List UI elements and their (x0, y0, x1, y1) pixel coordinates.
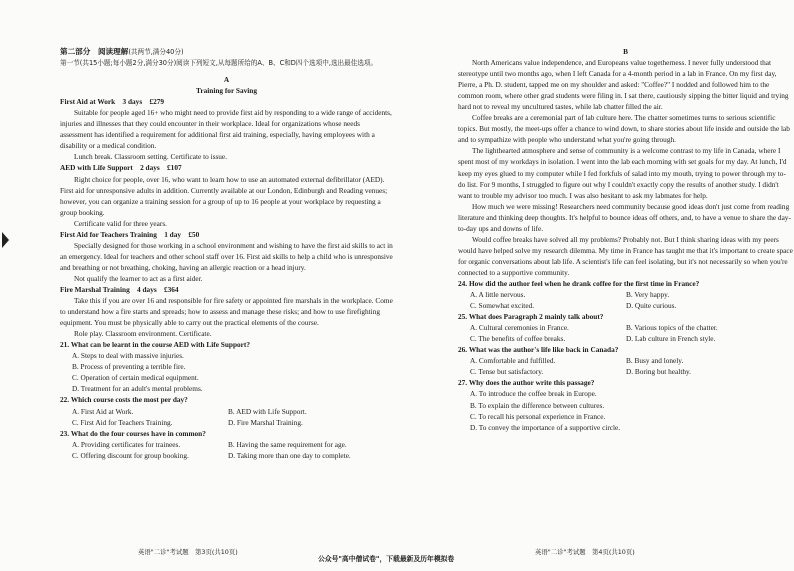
page-footer-left: 英语"二诊"考试题 第3页(共10页) (138, 548, 238, 556)
passage-b-text (458, 57, 793, 278)
passage-a-label: A (223, 75, 230, 85)
course-header: Fire Marshal Training 4 days £364 (60, 284, 179, 294)
option: C. The benefits of coffee breaks. (470, 334, 566, 344)
course-list (60, 96, 393, 339)
option-row (458, 289, 793, 300)
question-list-right (458, 278, 793, 433)
question-stem: 21. What can be learnt in the course AED with Life Support? (60, 340, 250, 350)
course-header: AED with Life Support 2 days £107 (60, 163, 182, 173)
option: B. Very happy. (626, 290, 670, 300)
option-row (458, 366, 793, 377)
option: C. Somewhat excited. (470, 301, 535, 311)
page-arrow-icon (2, 232, 9, 248)
question-stem: 24. How did the author feel when he drank coffee for the first time in France? (458, 278, 700, 288)
question-stem: 23. What do the four courses have in common? (60, 428, 206, 438)
paragraph: Would coffee breaks have solved all my problems? Probably not. But I think sharing ideas with my peers would have helped solve my research dilemma. My time in France has taught me that it's important to create space for organic conversations about lab life. A scientist's life can feel isolating, but it's not necessarily so when you're connected to a supportive community. (458, 234, 793, 277)
course-header: First Aid at Work 3 days £279 (60, 97, 165, 107)
option: B. AED with Life Support. (228, 406, 307, 416)
question-stem: 27. Why does the author write this passage? (458, 378, 595, 388)
course-text: Take this if you are over 16 and responsible for fire safety or appointed fire marshals in the workplace. Come to understand how a fire starts and spreads; how to assess and manage these risks; and how to use firefighting equipment. You must be physically able to carry out the practical elements of the course. (60, 296, 393, 328)
part-title: 第二部分 阅读理解(共两节,满分40分) (60, 47, 184, 56)
option: C. First Aid for Teachers Training. (72, 417, 173, 427)
option: A. Comfortable and fulfilled. (470, 356, 556, 366)
course-text: Certificate valid for three years. (74, 218, 167, 228)
option: D. Quite curious. (626, 301, 677, 311)
option: B. Process of preventing a terrible fire. (72, 362, 186, 372)
course-text: Role play. Classroom environment. Certificate. (74, 329, 212, 339)
option: C. Operation of certain medical equipment. (72, 373, 199, 383)
question-list-left (60, 339, 393, 461)
option-row (458, 355, 793, 366)
option: D. Taking more than one day to complete. (228, 450, 351, 460)
option-row (458, 333, 793, 344)
option: A. First Aid at Work. (72, 406, 134, 416)
option: D. To convey the importance of a supportive circle. (470, 422, 621, 432)
course-header: First Aid for Teachers Training 1 day £50 (60, 229, 200, 239)
course-text: Specially designed for those working in a school environment and wishing to have the first aid skills to act in an emergency. Ideal for teachers and other school staff over 16. First aid skills to help a child who is unresponsive and breathing or not breathing, choking, having an allergic reaction or a head injury. (60, 240, 393, 272)
option-row (60, 417, 393, 428)
option: B. Busy and lonely. (626, 356, 684, 366)
option: C. Offering discount for group booking. (72, 450, 189, 460)
option-row (60, 406, 393, 417)
option: A. Cultural ceremonies in France. (470, 323, 569, 333)
paragraph: How much we were missing! Researchers need community because good ideas don't just come from reading literature and thinking deep thoughts. It's helpful to bounce ideas off others, and, to have a venue to share the day-to-day ups and downs of life. (458, 201, 791, 233)
course-text: Lunch break. Classroom setting. Certificate to issue. (74, 152, 227, 162)
option-row (60, 450, 393, 461)
passage-b-label: B (623, 47, 628, 56)
paragraph: The lighthearted atmosphere and sense of community is a welcome contrast to my life in Canada, where I spent most of my workdays in isolation. I went into the lab each morning with set goals for my day. At lunch, I'd keep my eyes glued to my computer while I fed forkfuls of salad into my mouth, trying to power through my to-do list. For 9 months, I struggled to figure out why I couldn't exactly copy the results of another study. I didn't want to trouble my advisor too much. I was also hesitant to ask my labmates for help. (458, 146, 787, 200)
option: C. Tense but satisfactory. (470, 367, 544, 377)
option: A. To introduce the coffee break in Europe. (470, 389, 597, 399)
option: A. Providing certificates for trainees. (72, 439, 181, 449)
download-notice: 公众号"高中僧试卷"，下载最新及历年模拟卷 (318, 555, 455, 563)
course-text: Not qualify the learner to act as a first aider. (74, 273, 203, 283)
option: D. Treatment for an adult's mental problems. (72, 384, 203, 394)
option: B. Various topics of the chatter. (626, 323, 718, 333)
option-row (60, 439, 393, 450)
paragraph: North Americans value independence, and Europeans value togetherness. I never fully understood that stereotype until two months ago, when I left Canada for a 4-month period in a lab in France. On my first day, Pierre, a Ph. D. student, tapped me on my shoulder and asked: "Coffee?" I nodded and followed him to the common room, where other grad students were filing in. I sat there, cautiously sipping the bitter liquid and trying hard not to reveal my uncultured tastes, while lab chatter filled the air. (458, 58, 789, 112)
option: A. A little nervous. (470, 290, 526, 300)
option-row (458, 322, 793, 333)
option: D. Boring but healthy. (626, 367, 691, 377)
option: D. Lab culture in French style. (626, 334, 716, 344)
course-text: Suitable for people aged 16+ who might need to provide first aid by responding to a wide range of accidents, injuries and illnesses that they could encounter in their workplace. Ideal for organizations whose needs assessment has identified a requirement for additional first aid training, especially, having employees with a disability or a medical condition. (60, 108, 392, 151)
left-column (60, 46, 393, 461)
passage-a-title: Training for Saving (196, 86, 257, 96)
right-column (458, 46, 793, 433)
question-stem: 22. Which course costs the most per day? (60, 395, 188, 405)
question-stem: 26. What was the author's life like back in Canada? (458, 345, 619, 355)
course-text: Right choice for people, over 16, who want to learn how to use an automated external defibrillator (AED). First aid for unresponsive adults in addition. Currently available at our London, Edinburgh and Reading venues; however, you can organize a training session for a group of up to 16 people at your workplace by requesting a group booking. (60, 174, 388, 217)
section-intro: 第一节(共15小题;每小题2分,满分30分)阅读下列短文,从每题所给的A、B、C和D四个选项中,选出最佳选项。 (60, 59, 378, 68)
paragraph: Coffee breaks are a ceremonial part of lab culture here. The chatter sometimes turns to serious scientific topics. But mostly, the meet-ups offer a chance to wind down, to share stories about life inside and outside the lab and to sympathize with people who understand what you're going through. (458, 113, 790, 145)
option: A. Steps to deal with massive injuries. (72, 351, 184, 361)
option-row (458, 300, 793, 311)
question-stem: 25. What does Paragraph 2 mainly talk about? (458, 312, 604, 322)
page-footer-right: 英语"二诊"考试题 第4页(共10页) (535, 548, 635, 556)
option: D. Fire Marshal Training. (228, 417, 303, 427)
option: B. To explain the difference between cultures. (470, 400, 605, 410)
option: C. To recall his personal experience in France. (470, 411, 606, 421)
option: B. Having the same requirement for age. (228, 439, 347, 449)
